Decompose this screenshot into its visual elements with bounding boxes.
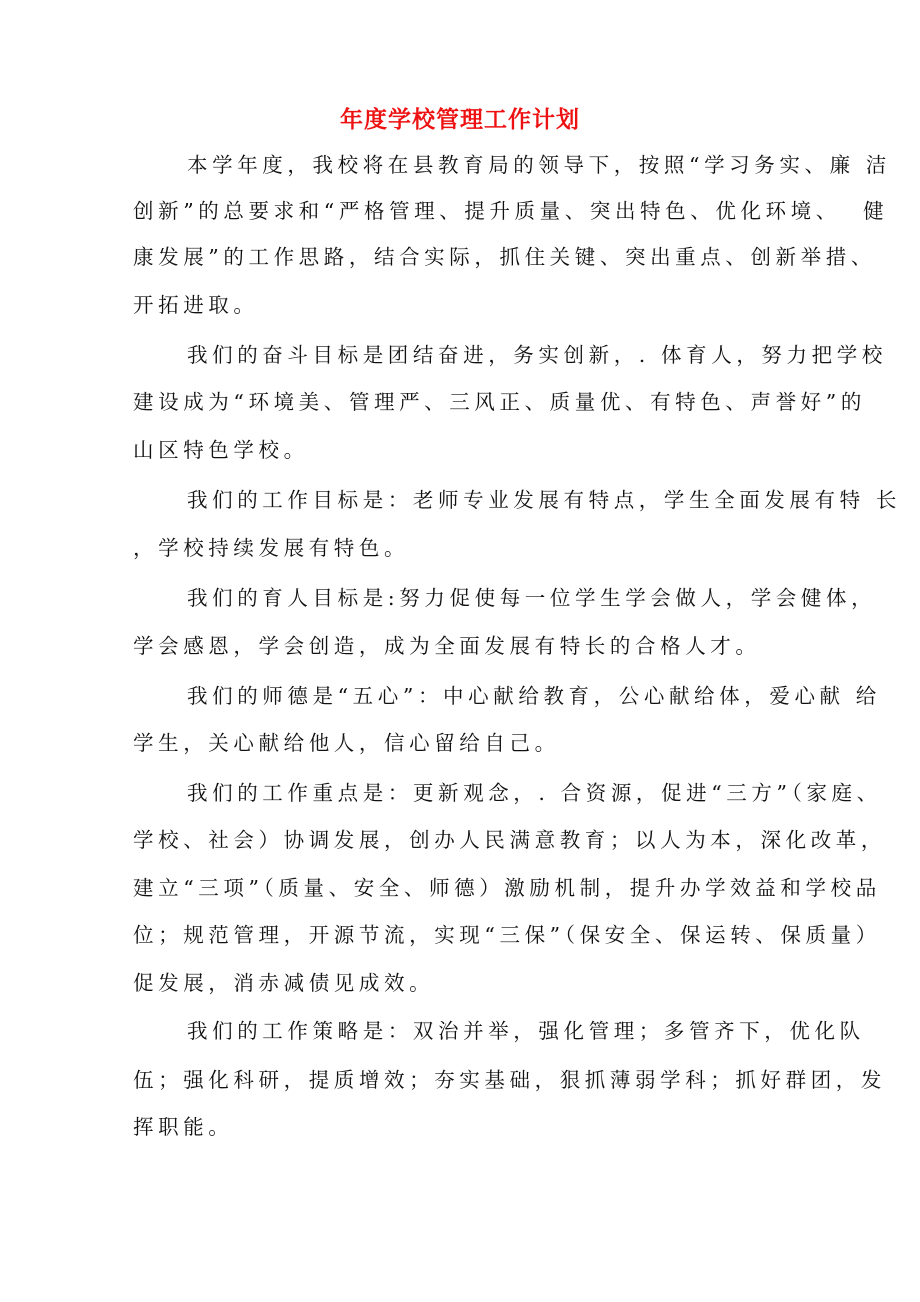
text-line: 我们的奋斗目标是团结奋进，务实创新，. 体育人，努力把学校 — [187, 343, 887, 367]
text-line: 挥职能。 — [133, 1115, 234, 1139]
text-line: 康发展”的工作思路，结合实际，抓住关键、突出重点、创新举措、 — [133, 245, 876, 269]
text-line: 山区特色学校。 — [133, 438, 309, 462]
text-line: 我们的工作目标是：老师专业发展有特点，学生全面发展有特 长 — [187, 488, 901, 512]
text-line: 创新”的总要求和“严格管理、提升质量、突出特色、优化环境、 健 — [133, 199, 889, 223]
text-line: 我们的工作策略是：双治并举，强化管理；多管齐下，优化队 — [187, 1019, 865, 1043]
text-line: ，学校持续发展有特色。 — [133, 536, 410, 560]
text-line: 建立“三项”（质量、安全、师德）激励机制，提升办学效益和学校品 — [133, 876, 881, 900]
text-line: 建设成为“环境美、管理严、三风正、质量优、有特色、声誉好”的 — [133, 390, 866, 414]
document-title: 年度学校管理工作计划 — [340, 107, 580, 133]
text-line: 学会感恩，学会创造，成为全面发展有特长的合格人才。 — [133, 634, 761, 658]
text-line: 促发展，消赤减债见成效。 — [133, 971, 435, 995]
text-line: 伍；强化科研，提质增效；夯实基础，狠抓薄弱学科；抓好群团，发 — [133, 1068, 886, 1092]
text-line: 我们的师德是“五心”：中心献给教育，公心献给体，爱心献 给 — [187, 684, 881, 708]
text-line: 本学年度，我校将在县教育局的领导下，按照“学习务实、廉 洁 — [187, 153, 891, 177]
text-line: 学生，关心献给他人，信心留给自己。 — [133, 731, 560, 755]
text-line: 位；规范管理，开源节流，实现“三保”（保安全、保运转、保质量） — [133, 923, 881, 947]
text-line: 我们的工作重点是：更新观念，. 合资源，促进“三方”（家庭、 — [187, 781, 882, 805]
text-line: 学校、社会）协调发展，创办人民满意教育；以人为本，深化改革， — [133, 828, 886, 852]
text-line: 开拓进取。 — [133, 293, 259, 317]
text-line: 我们的育人目标是:努力促使每一位学生学会做人，学会健体， — [187, 586, 877, 610]
